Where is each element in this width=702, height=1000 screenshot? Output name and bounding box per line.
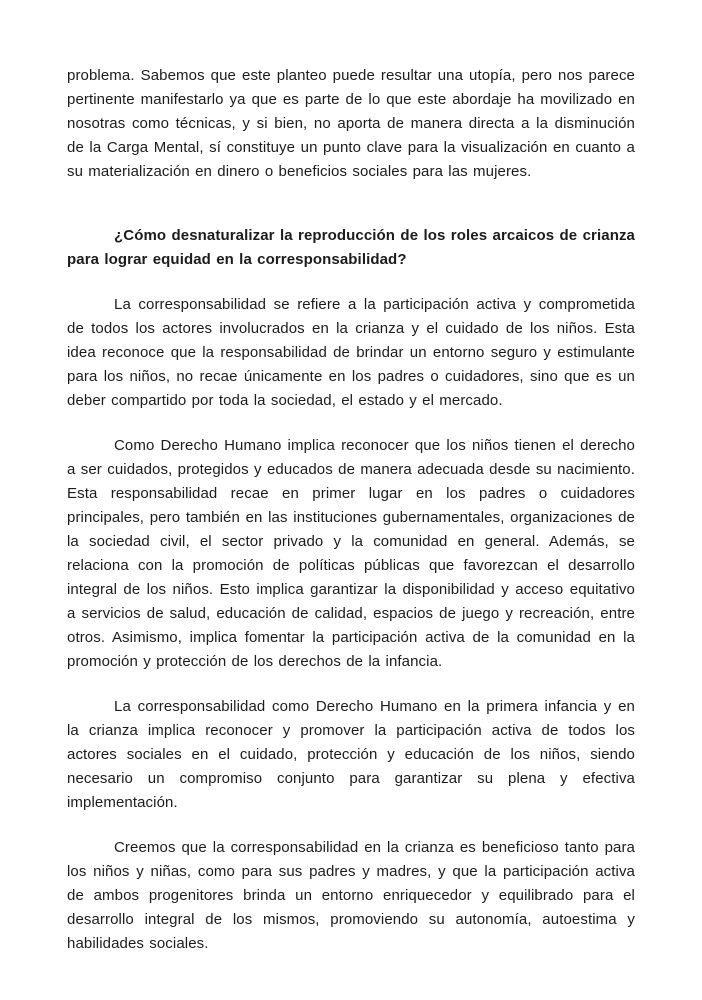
section-heading: ¿Cómo desnaturalizar la reproducción de los roles arcaicos de crianza para lograr equidad en la corresponsabilidad?: [67, 227, 635, 268]
paragraph-corresponsabilidad-definicion: La corresponsabilidad se refiere a la participación activa y comprometida de todos los actores involucrados en la crianza y el cuidado de los niños. Esta idea reconoce que la responsabilidad de brindar un entorno seguro y estimulante para los niños, no recae únicamente en los padres o cuidadores, sino que es un deber compartido por toda la sociedad, el estado y el mercado.: [67, 296, 635, 409]
paragraph-beneficios-crianza: Creemos que la corresponsabilidad en la crianza es beneficioso tanto para los niños y niñas, como para sus padres y madres, y que la participación activa de ambos progenitores brinda un entorno enriquecedor y equilibrado para el desarrollo integral de los mismos, promoviendo su autonomía, autoestima y habilidades sociales.: [67, 839, 635, 952]
paragraph-continuation: problema. Sabemos que este planteo puede resultar una utopía, pero nos parece pertinente manifestarlo ya que es parte de lo que este abordaje ha movilizado en nosotras como técnicas, y si bien, no aporta de manera directa a la disminución de la Carga Mental, sí constituye un punto clave para la visualización en cuanto a su materialización en dinero o beneficios sociales para las mujeres.: [67, 67, 635, 180]
paragraph-derecho-humano: Como Derecho Humano implica reconocer que los niños tienen el derecho a ser cuidados, protegidos y educados de manera adecuada desde su nacimiento. Esta responsabilidad recae en primer lugar en los padres o cuidadores principales, pero también en las instituciones gubernamentales, organizaciones de la sociedad civil, el sector privado y la comunidad en general. Además, se relaciona con la promoción de políticas públicas que favorezcan el desarrollo integral de los niños. Esto implica garantizar la disponibilidad y acceso equitativo a servicios de salud, educación de calidad, espacios de juego y recreación, entre otros. Asimismo, implica fomentar la participación activa de la comunidad en la promoción y protección de los derechos de la infancia.: [67, 437, 635, 670]
paragraph-primera-infancia: La corresponsabilidad como Derecho Humano en la primera infancia y en la crianza implica reconocer y promover la participación activa de todos los actores sociales en el cuidado, protección y educación de los niños, siendo necesario un compromiso conjunto para garantizar su plena y efectiva implementación.: [67, 698, 635, 811]
